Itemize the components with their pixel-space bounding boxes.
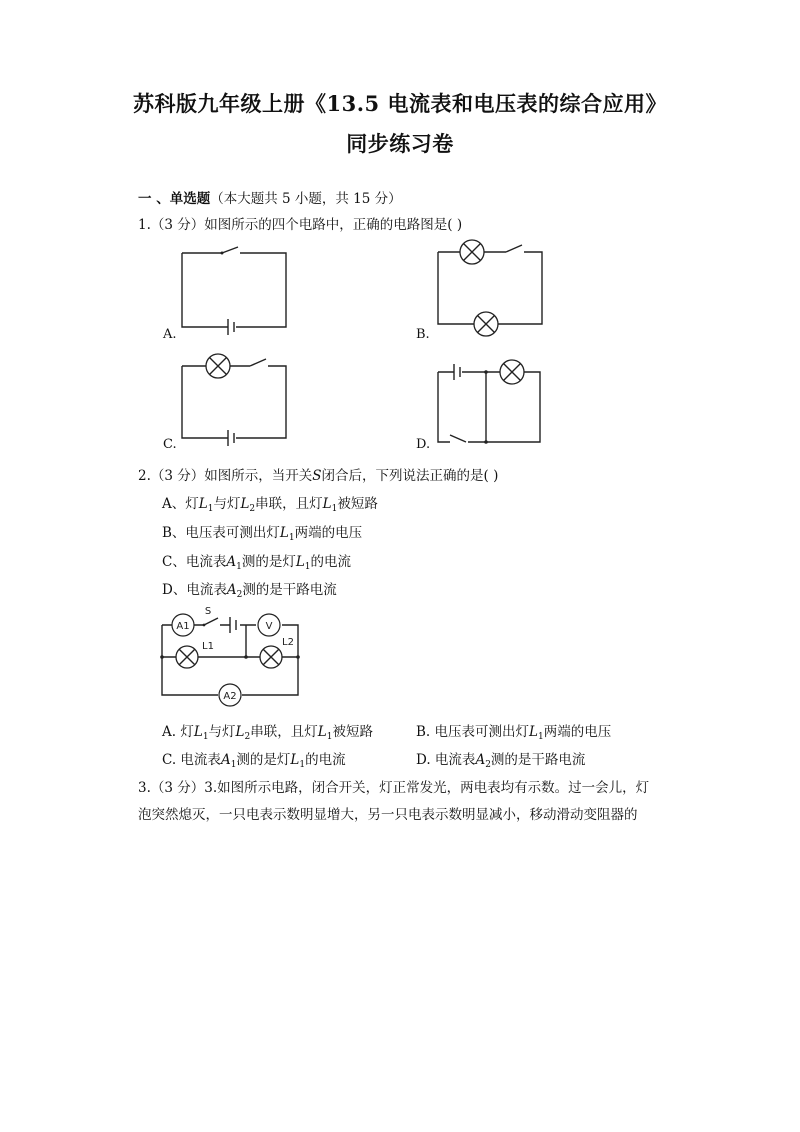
meter-a2-label: A2	[223, 691, 237, 702]
lamp1-label: L1	[202, 641, 214, 652]
q2-circuit	[160, 605, 305, 703]
circuit-c	[180, 354, 290, 449]
question-2-stem: 2.（3 分）如图所示，当开关S闭合后，下列说法正确的是( )	[138, 468, 499, 484]
meter-v-label: V	[265, 621, 273, 632]
q2-list-a: A、灯$L_1$与灯$L_2$串联，且灯$L_1$被短路	[162, 496, 378, 514]
q2-choice-b[interactable]: B. 电压表可测出灯$L_1$两端的电压	[416, 724, 612, 742]
section-heading	[138, 187, 402, 207]
q2-list-d: D、电流表$A_2$测的是干路电流	[162, 582, 337, 600]
circuit-a	[180, 245, 290, 335]
circuit-b	[436, 240, 546, 335]
circuit-b-label: B.	[416, 327, 430, 342]
question-3-line-1: 3.（3 分）3.如图所示电路，闭合开关，灯正常发光，两电表均有示数。过一会儿，灯	[138, 780, 650, 796]
q2-list-c: C、电流表$A_1$测的是灯$L_1$的电流	[162, 554, 352, 572]
switch-label: S	[204, 606, 212, 617]
q2-choice-d[interactable]: D. 电流表$A_2$测的是干路电流	[416, 752, 586, 770]
circuit-c-label: C.	[163, 437, 177, 452]
section-note: （本大题共 5 小题，共 15 分）	[210, 191, 402, 207]
circuit-d	[436, 358, 546, 450]
circuit-d-label: D.	[416, 437, 431, 452]
meter-a1-label: A1	[176, 621, 190, 632]
question-3-line-2: 泡突然熄灭，一只电表示数明显增大，另一只电表示数明显减小，移动滑动变阻器的	[138, 807, 638, 823]
circuit-a-label: A.	[163, 327, 177, 342]
q2-choice-c[interactable]: C. 电流表$A_1$测的是灯$L_1$的电流	[162, 752, 346, 770]
q2-list-b: B、电压表可测出灯$L_1$两端的电压	[162, 525, 363, 543]
q2-choice-a[interactable]: A. 灯$L_1$与灯$L_2$串联，且灯$L_1$被短路	[162, 724, 373, 742]
lamp2-label: L2	[282, 637, 294, 648]
section-title: 一 、单选题	[138, 191, 211, 207]
page-subtitle: 同步练习卷	[346, 131, 454, 156]
page-title: 苏科版九年级上册《13.5 电流表和电压表的综合应用》	[133, 91, 667, 116]
question-1-stem: 1.（3 分）如图所示的四个电路中，正确的电路图是( )	[138, 217, 463, 233]
